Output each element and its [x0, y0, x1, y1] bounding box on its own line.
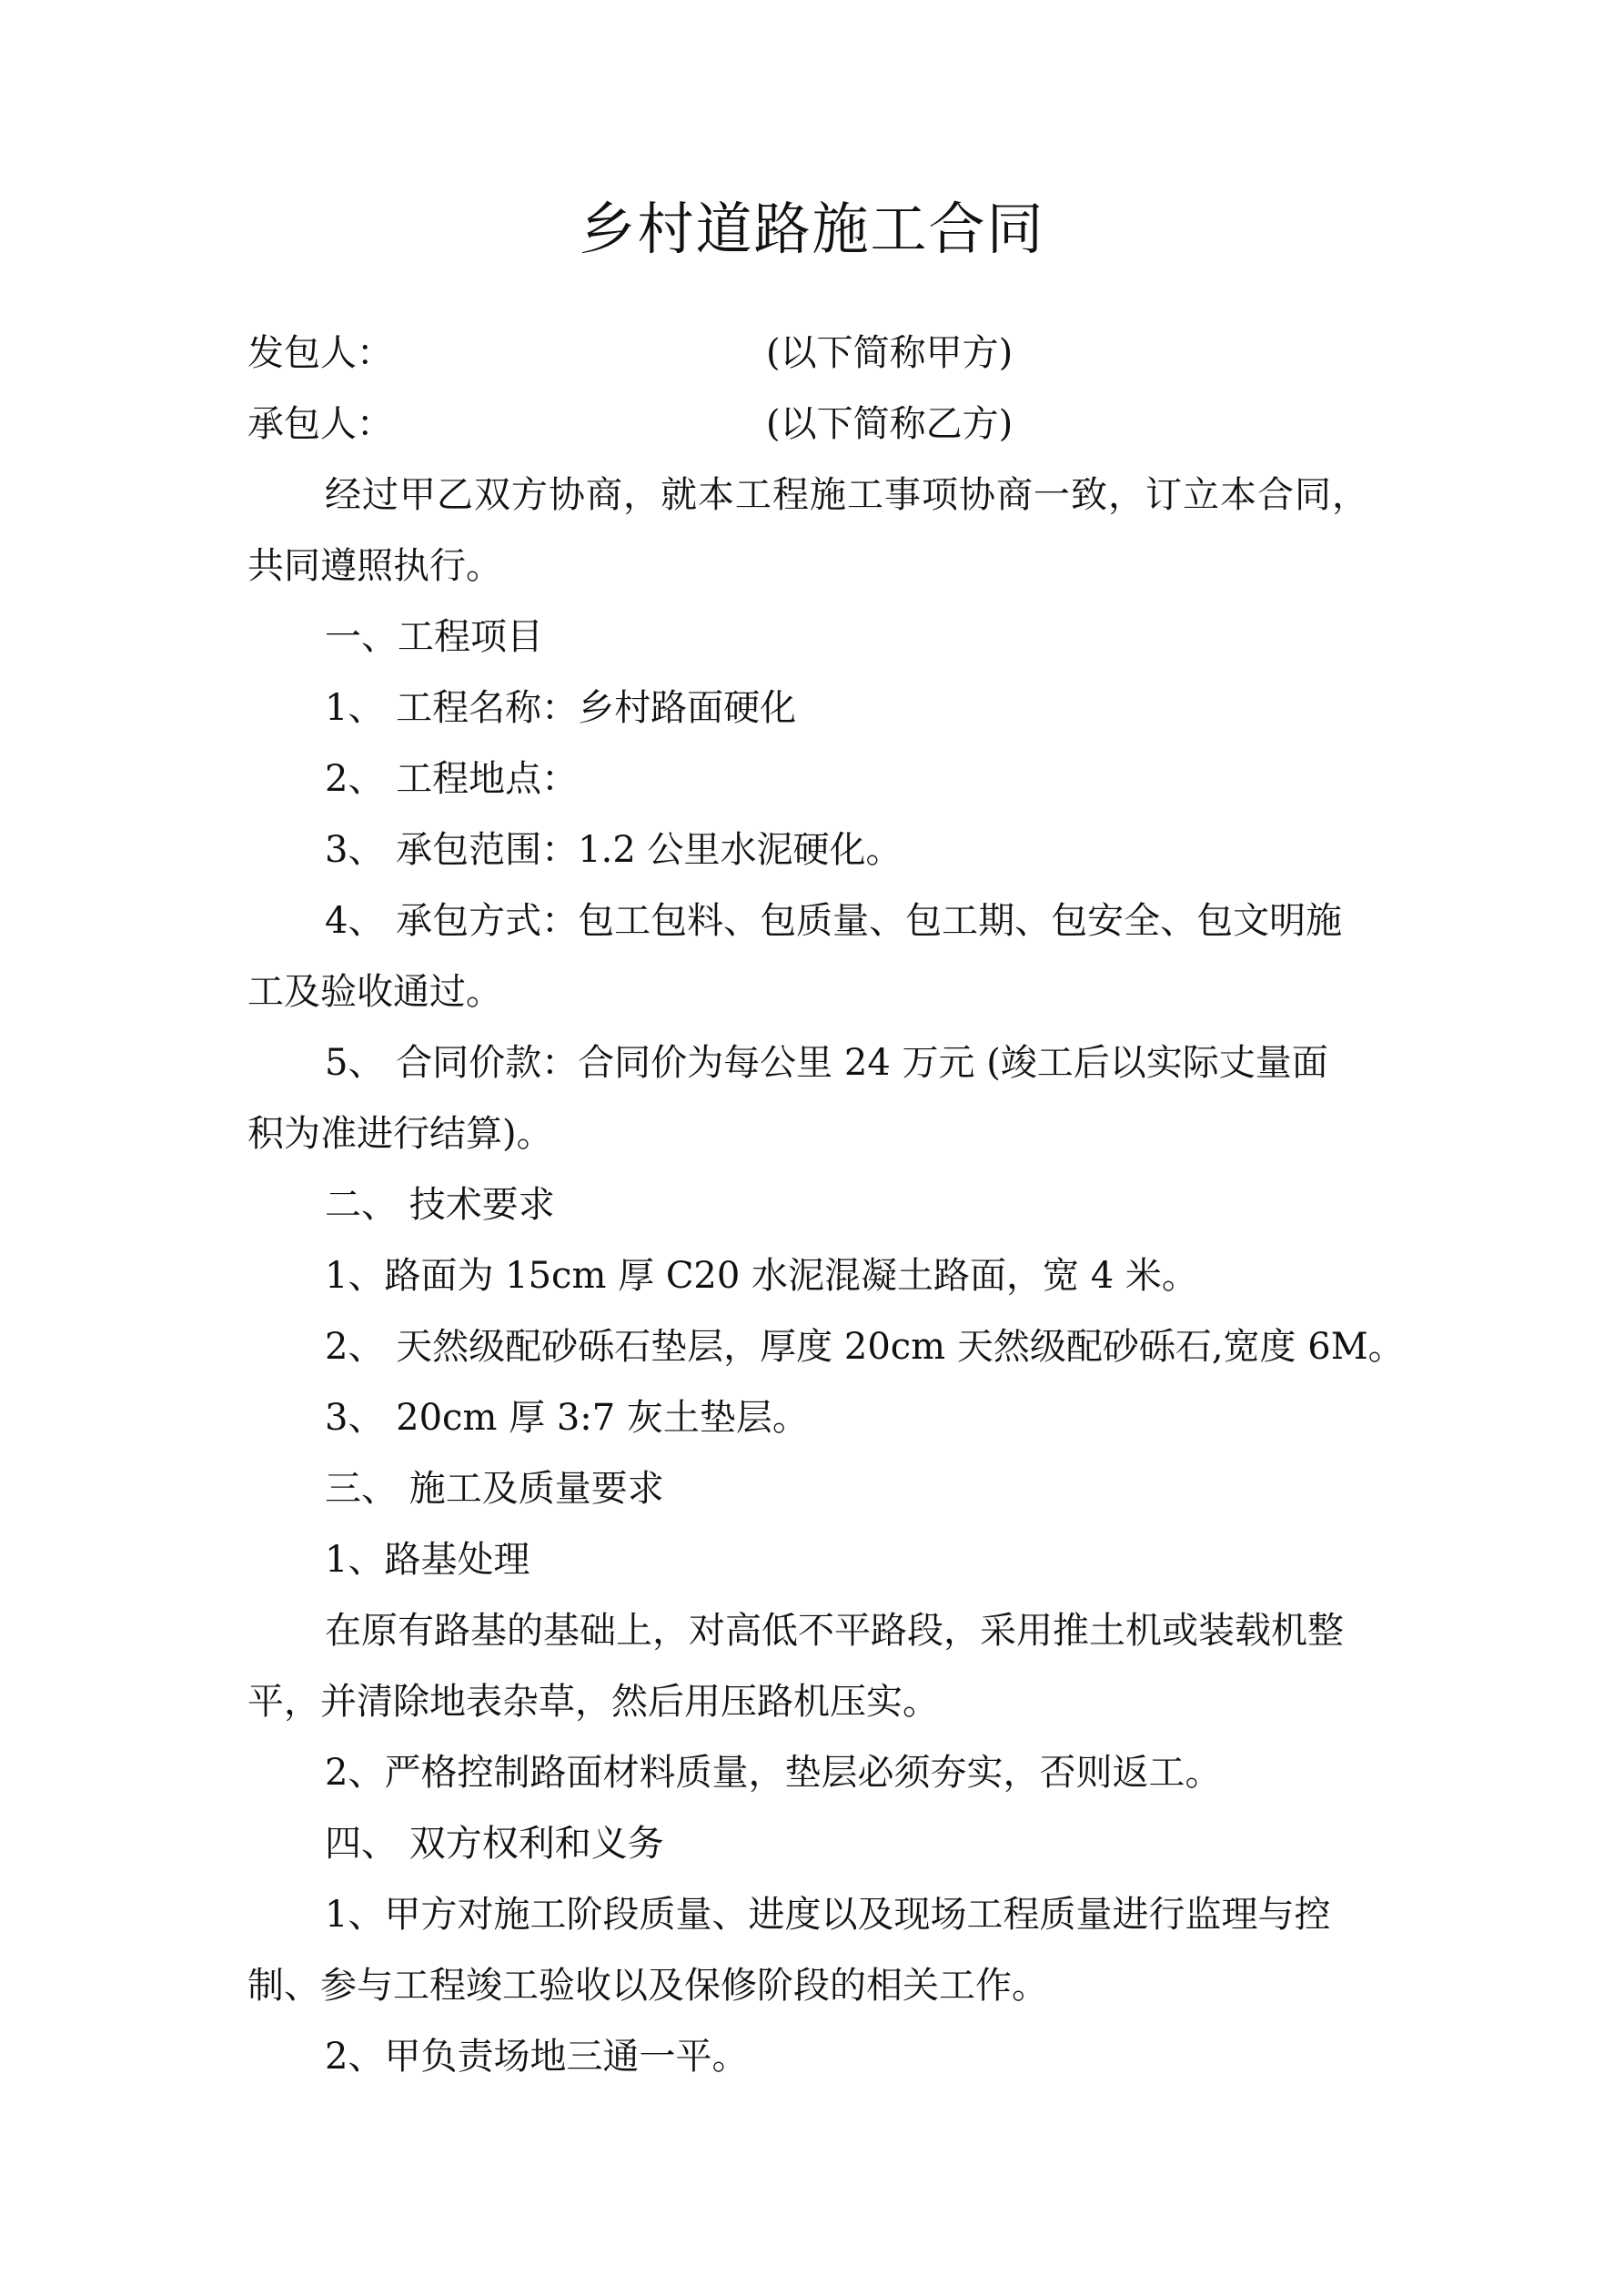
- section-1-item-5-line-1: 5、 合同价款：合同价为每公里 24 万元 (竣工后以实际丈量面: [325, 1042, 1328, 1084]
- party-employer: [247, 326, 1014, 380]
- party-employer-label: 发包人：: [247, 332, 393, 374]
- section-1-item-4-line-2: 工及验收通过。: [247, 971, 502, 1013]
- intro-paragraph-line-2: 共同遵照执行。: [247, 545, 502, 587]
- section-2-item-3: 3、 20cm 厚 3:7 灰土垫层。: [325, 1397, 809, 1439]
- section-1-item-4-line-1: 4、 承包方式：包工包料、包质量、包工期、包安全、包文明施: [325, 900, 1343, 942]
- section-4-item-1-line-1: 1、甲方对施工阶段质量、进度以及现场工程质量进行监理与控: [325, 1894, 1331, 1936]
- section-1-heading: 一、工程项目: [325, 616, 543, 658]
- section-1-item-3: 3、 承包范围：1.2 公里水泥硬化。: [325, 829, 903, 871]
- party-contractor-note: (以下简称乙方): [766, 403, 1014, 445]
- section-4-heading: 四、 双方权利和义务: [325, 1823, 664, 1865]
- section-3-heading: 三、 施工及质量要求: [325, 1468, 664, 1510]
- section-3-paragraph-line-2: 平，并清除地表杂草，然后用压路机压实。: [247, 1681, 939, 1723]
- section-2-heading: 二、 技术要求: [325, 1184, 555, 1226]
- document-title: 乡村道路施工合同: [579, 196, 1045, 262]
- section-2-item-2: 2、 天然级配砂砾石垫层，厚度 20cm 天然级配砂砾石,宽度 6M。: [325, 1326, 1405, 1368]
- party-contractor: [247, 397, 1014, 451]
- section-4-item-2: 2、甲负责场地三通一平。: [325, 2036, 749, 2078]
- section-1-item-5-line-2: 积为准进行结算)。: [247, 1113, 553, 1155]
- section-4-item-1-line-2: 制、参与工程竣工验收以及保修阶段的相关工作。: [247, 1965, 1048, 2007]
- section-3-item-1: 1、路基处理: [325, 1539, 530, 1581]
- section-1-item-1: 1、 工程名称：乡村路面硬化: [325, 687, 797, 729]
- section-2-item-1: 1、路面为 15cm 厚 C20 水泥混凝土路面，宽 4 米。: [325, 1255, 1198, 1297]
- intro-paragraph-line-1: 经过甲乙双方协商，就本工程施工事项协商一致，订立本合同，: [325, 474, 1369, 516]
- party-employer-note: (以下简称甲方): [766, 332, 1014, 374]
- section-3-item-2: 2、严格控制路面材料质量，垫层必须夯实，否则返工。: [325, 1752, 1222, 1794]
- party-contractor-label: 承包人：: [247, 403, 393, 445]
- section-3-paragraph-line-1: 在原有路基的基础上，对高低不平路段，采用推土机或装载机整: [325, 1610, 1344, 1652]
- section-1-item-2: 2、 工程地点：: [325, 758, 579, 800]
